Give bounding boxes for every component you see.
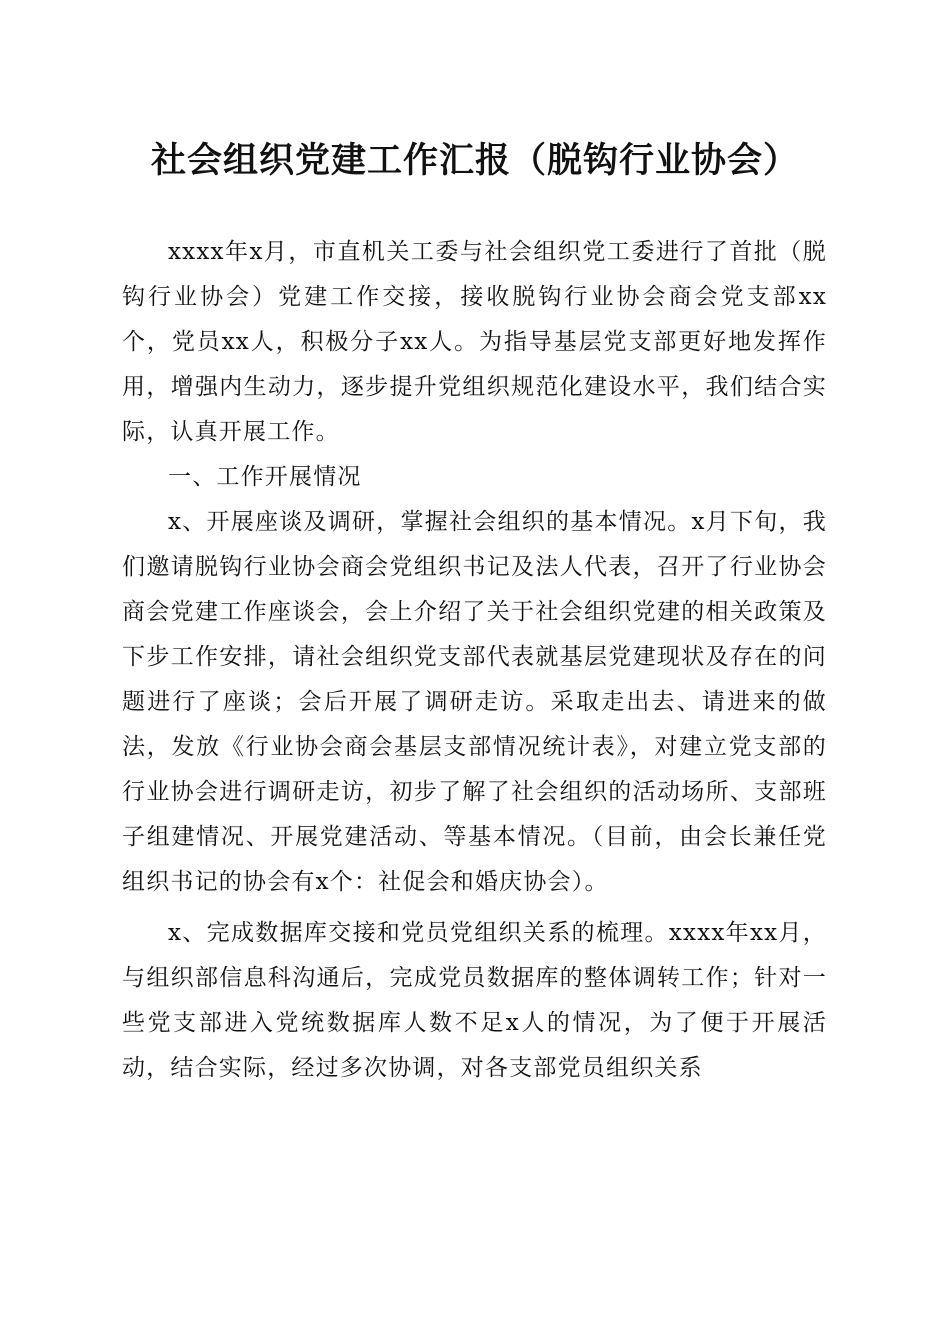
intro-paragraph: xxxx年x月，市直机关工委与社会组织党工委进行了首批（脱钩行业协会）党建工作交接，接收脱钩行业协会商会党支部xx个，党员xx人，积极分子xx人。为指导基层党支部更好地发挥作用，增强内生动力，逐步提升党组织规范化建设水平，我们结合实际，认真开展工作。: [122, 239, 827, 445]
document-title: 社会组织党建工作汇报（脱钩行业协会）: [150, 140, 799, 181]
section-heading: 一、工作开展情况: [168, 464, 362, 490]
document-body: [122, 230, 827, 1091]
body-paragraph: x、完成数据库交接和党员党组织关系的梳理。xxxx年xx月，与组织部信息科沟通后，完成党员数据库的整体调转工作；针对一些党支部进入党统数据库人数不足x人的情况，为了便于开展活动，结合实际，经过多次协调，对各支部党员组织关系: [122, 920, 827, 1081]
body-paragraph: x、开展座谈及调研，掌握社会组织的基本情况。x月下旬，我们邀请脱钩行业协会商会党组织书记及法人代表，召开了行业协会商会党建工作座谈会，会上介绍了关于社会组织党建的相关政策及下步工作安排，请社会组织党支部代表就基层党建现状及存在的问题进行了座谈；会后开展了调研走访。采取走出去、请进来的做法，发放《行业协会商会基层支部情况统计表》，对建立党支部的行业协会进行调研走访，初步了解了社会组织的活动场所、支部班子组建情况、开展党建活动、等基本情况。（目前，由会长兼任党组织书记的协会有x个：社促会和婚庆协会）。: [122, 509, 827, 895]
